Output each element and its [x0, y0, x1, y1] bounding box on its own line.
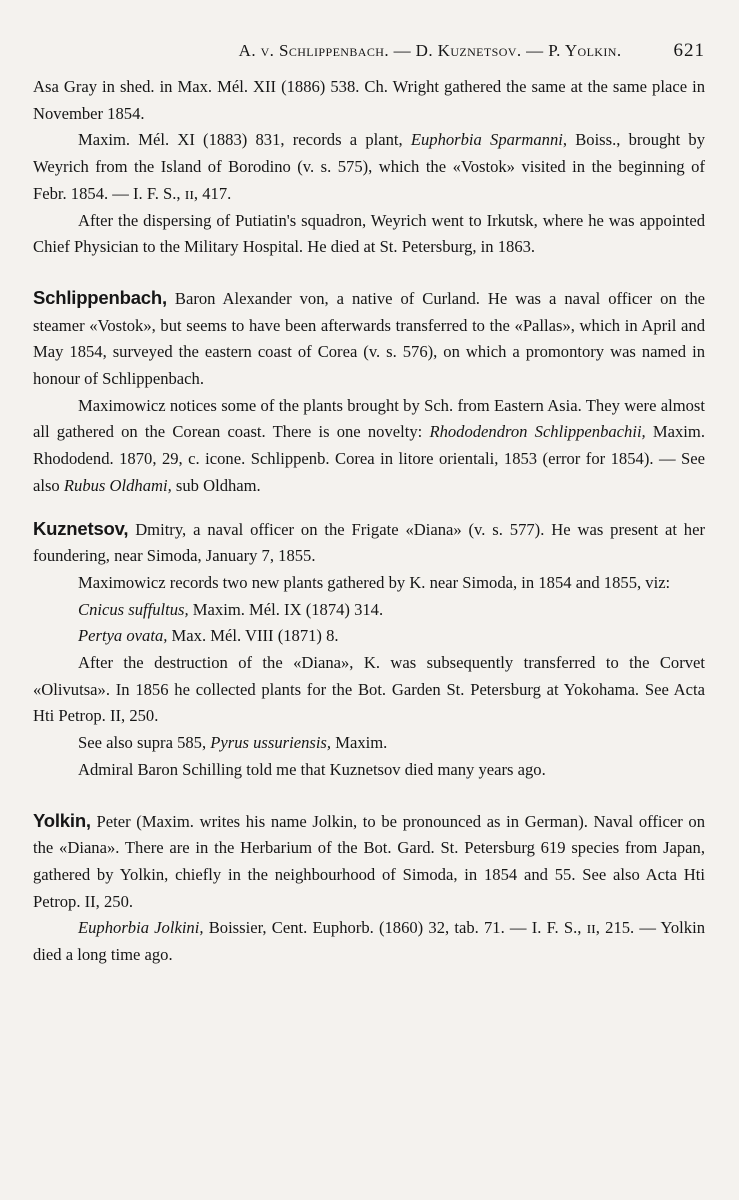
- entry-text: Dmitry, a naval officer on the Frigate «Diana» (v. s. 577). He was present at her foundering, near Simoda, January 7, 1855.: [33, 519, 705, 566]
- entry-headword: Kuznetsov,: [33, 517, 129, 539]
- entry-text: Peter (Maxim. writes his name Jolkin, to be pronounced as in German). Naval officer on the «Diana». There are in the Herbarium of the Bot. Gard. St. Petersburg 619 species from Japan, gathered by Yolkin, chiefly in the neighbourhood of Simoda, in 1854 and 55. See also Acta Hti Petrop. II, 250.: [33, 811, 705, 911]
- entry-schlippenbach: [33, 285, 705, 393]
- species-name: Pertya ovata,: [78, 626, 168, 646]
- entry-text: Baron Alexander von, a native of Curland. He was a naval officer on the steamer «Vostok», but seems to have been afterwards transferred to the «Pallas», which in April and May 1854, surveyed the eastern coast of Corea (v. s. 576), on which a promontory was named in honour of Schlippenbach.: [33, 288, 705, 389]
- text-run: Maxim. Mél. XI (1883) 831, records a plant,: [78, 130, 411, 150]
- running-header: [33, 40, 705, 74]
- text-run: See also supra 585,: [78, 733, 211, 753]
- paragraph: [33, 757, 705, 784]
- species-name: Pyrus ussuriensis,: [210, 733, 332, 753]
- entry-gap: [33, 261, 705, 285]
- paragraph: [33, 730, 705, 757]
- text-run: Maximowicz notices some of the plants brought by Sch. from Eastern Asia. They were almost all gathered on the Corean coast. There is one novelty:: [33, 395, 705, 442]
- paragraph-text: Admiral Baron Schilling told me that Kuznetsov died many years ago.: [78, 759, 546, 779]
- entry-kuznetsov: [33, 516, 705, 570]
- text-run: Max. Mél. VIII (1871) 8.: [167, 626, 339, 646]
- paragraph: [33, 570, 705, 597]
- text-run: Boissier, Cent. Euphorb. (1860) 32, tab. 71. — I. F. S., ɪɪ, 215. — Yolkin died a long time ago.: [33, 918, 705, 965]
- page-number: 621: [673, 40, 705, 61]
- paragraph: [33, 650, 705, 730]
- entry-headword: Schlippenbach,: [33, 286, 167, 308]
- species-name: Euphorbia Jolkini,: [78, 918, 204, 938]
- paragraph: [33, 74, 705, 127]
- citation-line: [33, 597, 705, 624]
- species-name: Rhododendron Schlippenbachii,: [429, 422, 646, 442]
- running-head-authors: A. v. Schlippenbach. — D. Kuznetsov. — P. Yolkin.: [238, 41, 622, 60]
- text-run: Maxim. Mél. IX (1874) 314.: [188, 599, 384, 619]
- text-run: Maxim.: [331, 733, 388, 753]
- page-body: [33, 74, 705, 969]
- species-name: Cnicus suffultus,: [78, 599, 189, 619]
- paragraph: [33, 915, 705, 968]
- paragraph-text: After the dispersing of Putiatin's squadron, Weyrich went to Irkutsk, where he was appointed Chief Physician to the Military Hospital. He died at St. Petersburg, in 1863.: [33, 210, 705, 257]
- paragraph: [33, 393, 705, 500]
- entry-gap: [33, 784, 705, 808]
- species-name: Euphorbia Sparmanni: [410, 130, 563, 150]
- paragraph: [33, 127, 705, 207]
- text-run: , Boiss., brought by Weyrich from the Island of Borodino (v. s. 575), which the «Vostok» visited in the beginning of Febr. 1854. — I. F. S., ɪɪ, 417.: [33, 130, 705, 203]
- paragraph-text: After the destruction of the «Diana», K. was subsequently transferred to the Corvet «Olivutsa». In 1856 he collected plants for the Bot. Garden St. Petersburg at Yokohama. See Acta Hti Petrop. II, 250.: [33, 653, 705, 726]
- citation-line: [33, 623, 705, 650]
- entry-yolkin: [33, 808, 705, 916]
- entry-headword: Yolkin,: [33, 809, 91, 831]
- text-run: Maxim. Rhododend. 1870, 29, c. icone. Schlippenb. Corea in litore orientali, 1853 (error for 1854). — See also: [33, 422, 705, 495]
- species-name: Rubus Oldhami,: [63, 475, 172, 495]
- paragraph-text: Asa Gray in shed. in Max. Mél. XII (1886) 538. Ch. Wright gathered the same at the same place in November 1854.: [33, 77, 705, 123]
- paragraph-text: Maximowicz records two new plants gathered by K. near Simoda, in 1854 and 1855, viz:: [78, 572, 671, 592]
- text-run: sub Oldham.: [171, 475, 261, 495]
- paragraph: [33, 208, 705, 261]
- entry-gap: [33, 500, 705, 516]
